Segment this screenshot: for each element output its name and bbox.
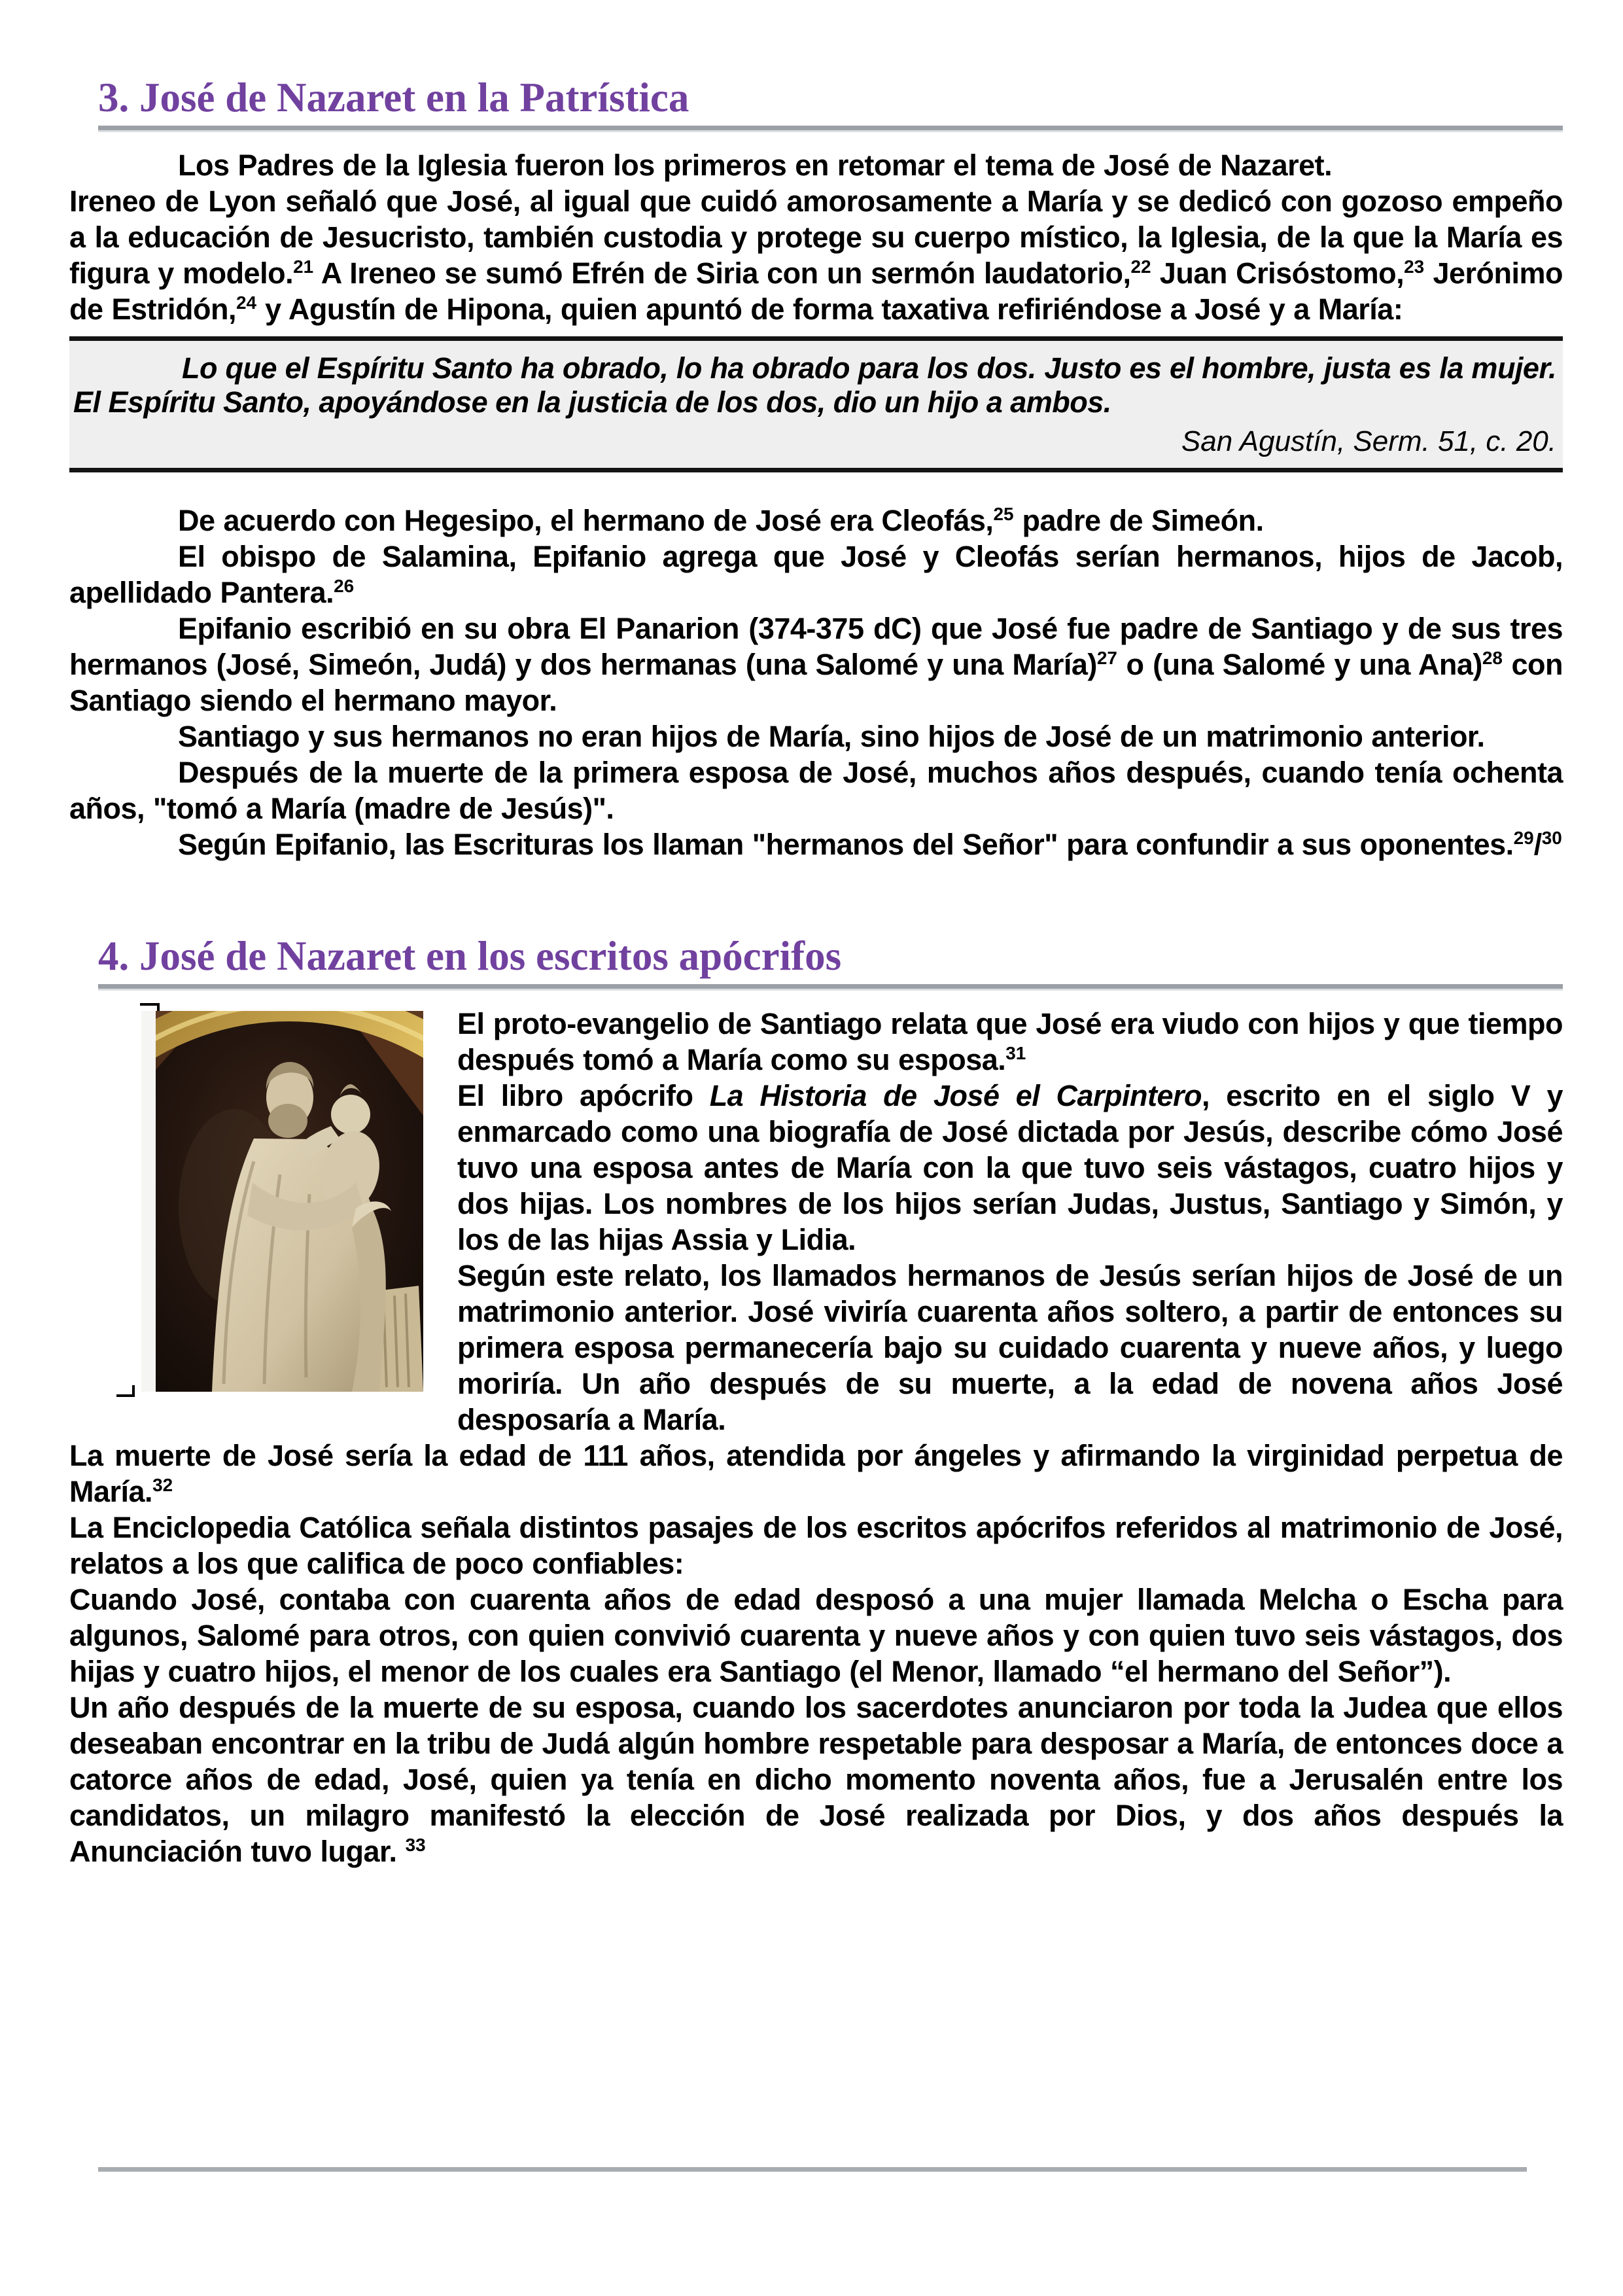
footnote-marker: 31 (1005, 1043, 1026, 1064)
footnote-marker: 22 (1130, 256, 1151, 277)
footnote-marker: 29 (1513, 828, 1534, 849)
statue-of-joseph-and-child-illustration (156, 1011, 423, 1392)
italic-run: La Historia de José el Carpintero (709, 1079, 1202, 1113)
paragraph: La Enciclopedia Católica señala distintos pasajes de los escritos apócrifos referidos al matrimonio de José, relatos a los que califica de poco confiables: (69, 1511, 1563, 1581)
paragraph: Ireneo de Lyon señaló que José, al igual que cuidó amorosamente a María y se dedicó con gozoso empeño a la educación de Jesucristo, también custodia y protege su cuerpo místico, la Iglesia, de la que la María es figura y modelo.$^{21}$ A Ireneo se sumó Efrén de Siria con un sermón laudatorio,$^{22}$ Juan Crisóstomo,$^{23}$ Jerónimo de Estridón,$^{24}$ y Agustín de Hipona, quien apuntó de forma taxativa refiriéndose a José y a María: (69, 185, 1563, 327)
paragraph: Santiago y sus hermanos no eran hijos de María, sino hijos de José de un matrimonio anterior. (178, 720, 1485, 754)
paragraph: Cuando José, contaba con cuarenta años de edad desposó a una mujer llamada Melcha o Escha para algunos, Salomé para otros, con quien convivió cuarenta y nueve años y con quien tuvo seis vástagos, dos hijas y cuatro hijos, el menor de los cuales era Santiago (el Menor, llamado “el hermano del Señor”). (69, 1583, 1563, 1689)
blockquote-san-agustin (69, 336, 1563, 472)
footnote-marker: 23 (1404, 256, 1425, 277)
footer-divider-rule (98, 2167, 1527, 2172)
paragraph: El proto-evangelio de Santiago relata que José era viudo con hijos y que tiempo después tomó a María como su esposa.$^{31}$ (457, 1007, 1563, 1077)
paragraph: Según este relato, los llamados hermanos de Jesús serían hijos de José de un matrimonio anterior. José viviría cuarenta años soltero, a partir de entonces su primera esposa permanecería bajo su cuidado cuarenta y nueve años, y luego moriría. Un año después de su muerte, a la edad de novena años José desposaría a María. (457, 1259, 1563, 1437)
image-white-edge (141, 1011, 156, 1392)
footnote-marker: 25 (993, 504, 1014, 525)
image-anchor-mark-bottom-icon (116, 1385, 135, 1397)
paragraph: La muerte de José sería la edad de 111 años, atendida por ángeles y afirmando la virginidad perpetua de María.$^{32}$ (69, 1439, 1563, 1509)
footnote-marker: 33 (405, 1835, 426, 1856)
paragraph: Según Epifanio, las Escrituras los llaman "hermanos del Señor" para confundir a sus oponentes.$^{29}$/$^{30}$ (178, 828, 1562, 862)
section-3-heading: 3. José de Nazaret en la Patrística (98, 76, 1563, 130)
footnote-marker: 21 (293, 256, 314, 277)
footnote-marker: 24 (236, 292, 257, 313)
paragraph: Epifanio escribió en su obra El Panarion (374-375 dC) que José fue padre de Santiago y de sus tres hermanos (José, Simeón, Judá) y dos hermanas (una Salomé y una María)$^{27}$ o (una Salomé y una Ana)$^{28}$ con Santiago siendo el hermano mayor. (69, 612, 1563, 718)
footnote-marker: 26 (334, 576, 355, 597)
paragraph: Los Padres de la Iglesia fueron los primeros en retomar el tema de José de Nazaret. (178, 149, 1333, 183)
footnote-marker: 30 (1541, 828, 1562, 849)
paragraph: Después de la muerte de la primera esposa de José, muchos años después, cuando tenía ochenta años, "tomó a María (madre de Jesús)". (69, 756, 1563, 826)
statue-image-figure (141, 1011, 423, 1392)
footnote-marker: 27 (1096, 648, 1117, 669)
section-3-lead-paragraphs (69, 147, 1563, 327)
paragraph: El libro apócrifo La Historia de José el Carpintero, escrito en el siglo V y enmarcado como una biografía de José dictada por Jesús, describe cómo José tuvo una esposa antes de María con la que tuvo seis vástagos, cuatro hijos y dos hijas. Los nombres de los hijos serían Judas, Justus, Santiago y Simón, y los de las hijas Assia y Lidia. (457, 1079, 1563, 1257)
paragraph: El obispo de Salamina, Epifanio agrega que José y Cleofás serían hermanos, hijos de Jacob, apellidado Pantera.$^{26}$ (69, 540, 1563, 610)
paragraph: Un año después de la muerte de su esposa, cuando los sacerdotes anunciaron por toda la Judea que ellos deseaban encontrar en la tribu de Judá algún hombre respetable para desposar a María, de entonces doce a catorce años de edad, José, quien ya tenía en dicho momento noventa años, fue a Jerusalén entre los candidatos, un milagro manifestó la elección de José realizada por Dios, y dos años después la Anunciación tuvo lugar. $^{33}$ (69, 1691, 1563, 1869)
footnote-marker: 28 (1482, 648, 1503, 669)
quote-attribution: San Agustín, Serm. 51, c. 20. (1181, 425, 1556, 458)
section-4-full-width-paragraphs (69, 1438, 1563, 1869)
paragraph: De acuerdo con Hegesipo, el hermano de José era Cleofás,$^{25}$ padre de Simeón. (178, 504, 1264, 538)
section-4-body (69, 1006, 1563, 1869)
quote-text: Lo que el Espíritu Santo ha obrado, lo ha obrado para los dos. Justo es el hombre, justa es la mujer. El Espíritu Santo, apoyándose en la justicia de los dos, dio un hijo a ambos. (73, 351, 1556, 419)
section-4-heading: 4. José de Nazaret en los escritos apócrifos (98, 934, 1563, 989)
footnote-marker: 32 (152, 1475, 173, 1496)
section-3-paragraphs (69, 503, 1563, 862)
